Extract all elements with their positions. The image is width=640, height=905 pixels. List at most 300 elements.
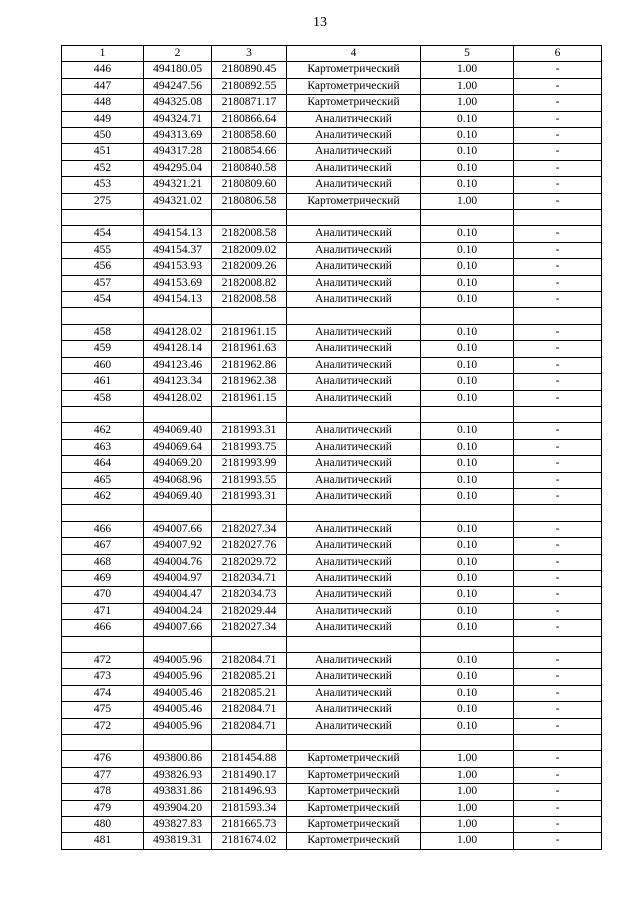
table-cell: 463 (62, 439, 144, 455)
table-row (62, 406, 602, 422)
table-row (62, 620, 602, 636)
table-cell (514, 210, 602, 226)
table-cell: 476 (62, 751, 144, 767)
table-cell: 0.10 (421, 554, 514, 570)
column-header: 5 (421, 46, 514, 62)
table-cell: Картометрический (287, 95, 421, 111)
table-cell (514, 308, 602, 324)
table-cell: 2182029.44 (212, 603, 287, 619)
table-cell: - (514, 538, 602, 554)
table-cell: Аналитический (287, 160, 421, 176)
table-cell (62, 636, 144, 652)
table-cell: - (514, 292, 602, 308)
column-header: 2 (144, 46, 212, 62)
table-cell (287, 406, 421, 422)
table-cell: - (514, 78, 602, 94)
table-cell: 457 (62, 275, 144, 291)
table-cell: 494005.46 (144, 685, 212, 701)
table-cell (514, 734, 602, 750)
table-cell: - (514, 128, 602, 144)
table-cell: Картометрический (287, 784, 421, 800)
table-cell: Картометрический (287, 767, 421, 783)
table-cell: 494180.05 (144, 62, 212, 78)
table-cell: 494007.92 (144, 538, 212, 554)
table-cell: 461 (62, 374, 144, 390)
table-cell: 494154.37 (144, 242, 212, 258)
table-row (62, 751, 602, 767)
table-cell: Аналитический (287, 554, 421, 570)
table-cell: 456 (62, 259, 144, 275)
table-cell (421, 505, 514, 521)
table-cell: 0.10 (421, 259, 514, 275)
table-cell: - (514, 275, 602, 291)
table-cell: 2182027.34 (212, 620, 287, 636)
table-cell: 2180866.64 (212, 111, 287, 127)
table-cell: Аналитический (287, 226, 421, 242)
table-row (62, 324, 602, 340)
table-cell: Аналитический (287, 144, 421, 160)
table-cell: Аналитический (287, 472, 421, 488)
table-cell: 454 (62, 226, 144, 242)
table-cell: 2182085.21 (212, 685, 287, 701)
table-cell: 2182034.71 (212, 570, 287, 586)
table-cell: - (514, 488, 602, 504)
table-cell: 460 (62, 357, 144, 373)
table-row (62, 767, 602, 783)
table-cell: 2180890.45 (212, 62, 287, 78)
table-cell: 494313.69 (144, 128, 212, 144)
table-cell: 464 (62, 456, 144, 472)
table-cell: Картометрический (287, 817, 421, 833)
table-cell (62, 505, 144, 521)
table-cell: 455 (62, 242, 144, 258)
table-cell: 494154.13 (144, 292, 212, 308)
table-cell: Картометрический (287, 78, 421, 94)
table-cell: 494123.46 (144, 357, 212, 373)
table-cell: 1.00 (421, 800, 514, 816)
table-cell: 453 (62, 177, 144, 193)
table-cell: Аналитический (287, 620, 421, 636)
table-cell: 2180892.55 (212, 78, 287, 94)
table-cell: 2180854.66 (212, 144, 287, 160)
table-cell (421, 734, 514, 750)
table-cell: 2181962.86 (212, 357, 287, 373)
table-header-row (62, 46, 602, 62)
table-cell: 473 (62, 669, 144, 685)
table-row (62, 242, 602, 258)
table-row (62, 144, 602, 160)
table-row (62, 652, 602, 668)
table-cell: 275 (62, 193, 144, 209)
table-cell: Аналитический (287, 538, 421, 554)
table-row (62, 62, 602, 78)
table-cell: 494005.96 (144, 669, 212, 685)
table-cell (212, 406, 287, 422)
table-cell: 0.10 (421, 472, 514, 488)
table-row (62, 718, 602, 734)
table-cell: 475 (62, 702, 144, 718)
table-row (62, 439, 602, 455)
table-row (62, 554, 602, 570)
table-cell: 2181993.99 (212, 456, 287, 472)
table-cell: - (514, 160, 602, 176)
table-cell: 0.10 (421, 160, 514, 176)
table-cell: 0.10 (421, 374, 514, 390)
table-cell: Аналитический (287, 390, 421, 406)
table-cell: 2181993.75 (212, 439, 287, 455)
table-row (62, 702, 602, 718)
table-cell (62, 308, 144, 324)
table-row (62, 357, 602, 373)
table-cell: 479 (62, 800, 144, 816)
table-cell (62, 210, 144, 226)
table-cell: 2182085.21 (212, 669, 287, 685)
table-cell: 478 (62, 784, 144, 800)
table-cell: Аналитический (287, 259, 421, 275)
table-cell: 0.10 (421, 669, 514, 685)
table-cell: 494317.28 (144, 144, 212, 160)
table-row (62, 472, 602, 488)
table-cell: - (514, 603, 602, 619)
table-cell: 0.10 (421, 177, 514, 193)
table-cell: 1.00 (421, 78, 514, 94)
table-row (62, 800, 602, 816)
table-row (62, 587, 602, 603)
table-cell: 0.10 (421, 324, 514, 340)
table-cell: 2181454.88 (212, 751, 287, 767)
table-cell: 466 (62, 620, 144, 636)
table-cell: 2181993.55 (212, 472, 287, 488)
table-cell: 2181962.38 (212, 374, 287, 390)
table-cell: Аналитический (287, 292, 421, 308)
table-cell (144, 636, 212, 652)
table-cell: 0.10 (421, 685, 514, 701)
table-cell: - (514, 226, 602, 242)
table-cell: 494007.66 (144, 620, 212, 636)
table-cell: 494321.21 (144, 177, 212, 193)
table-cell: 462 (62, 423, 144, 439)
table-cell: 493831.86 (144, 784, 212, 800)
table-cell: 2180871.17 (212, 95, 287, 111)
table-cell: - (514, 521, 602, 537)
table-row (62, 95, 602, 111)
table-cell: - (514, 111, 602, 127)
table-cell: 494154.13 (144, 226, 212, 242)
column-header: 6 (514, 46, 602, 62)
table-cell: - (514, 702, 602, 718)
table-cell: 1.00 (421, 784, 514, 800)
table-cell: 494128.14 (144, 341, 212, 357)
table-cell: Аналитический (287, 570, 421, 586)
table-cell: Аналитический (287, 374, 421, 390)
table-cell (514, 406, 602, 422)
table-cell: 494004.47 (144, 587, 212, 603)
table-cell: 0.10 (421, 423, 514, 439)
table-cell: 448 (62, 95, 144, 111)
table-row (62, 341, 602, 357)
table-cell: 2180806.58 (212, 193, 287, 209)
table-cell: 494069.20 (144, 456, 212, 472)
table-cell: 468 (62, 554, 144, 570)
table-cell: 2181496.93 (212, 784, 287, 800)
table-cell: 472 (62, 718, 144, 734)
table-row (62, 603, 602, 619)
table-row (62, 456, 602, 472)
table-cell: Картометрический (287, 800, 421, 816)
table-cell: 0.10 (421, 652, 514, 668)
table-cell: 2181961.15 (212, 324, 287, 340)
table-cell: Картометрический (287, 751, 421, 767)
table-row (62, 817, 602, 833)
table-row (62, 210, 602, 226)
table-row (62, 734, 602, 750)
table-cell: Аналитический (287, 456, 421, 472)
table-cell: 2182084.71 (212, 652, 287, 668)
table-row (62, 390, 602, 406)
table-cell: Аналитический (287, 669, 421, 685)
table-cell (212, 636, 287, 652)
table-cell: - (514, 587, 602, 603)
table-cell: 470 (62, 587, 144, 603)
table-cell: 0.10 (421, 521, 514, 537)
table-cell: Аналитический (287, 718, 421, 734)
table-cell: 2182034.73 (212, 587, 287, 603)
table-cell: - (514, 652, 602, 668)
table-cell: Картометрический (287, 62, 421, 78)
table-cell (287, 734, 421, 750)
table-cell: 494005.46 (144, 702, 212, 718)
table-cell: - (514, 751, 602, 767)
table-cell: 472 (62, 652, 144, 668)
table-cell: 467 (62, 538, 144, 554)
table-cell: 494128.02 (144, 390, 212, 406)
table-cell (287, 210, 421, 226)
table-cell: 2182008.82 (212, 275, 287, 291)
table-cell: 494069.64 (144, 439, 212, 455)
table-cell: 2182027.34 (212, 521, 287, 537)
table-cell (212, 308, 287, 324)
table-cell: - (514, 193, 602, 209)
table-cell: Аналитический (287, 128, 421, 144)
table-cell: 494123.34 (144, 374, 212, 390)
table-cell (421, 308, 514, 324)
table-row (62, 111, 602, 127)
table-cell: 2181993.31 (212, 423, 287, 439)
table-cell: - (514, 784, 602, 800)
table-row (62, 193, 602, 209)
table-cell: Аналитический (287, 177, 421, 193)
table-cell: 494007.66 (144, 521, 212, 537)
column-header: 4 (287, 46, 421, 62)
table-cell: 2182009.02 (212, 242, 287, 258)
table-cell: 465 (62, 472, 144, 488)
table-cell: 0.10 (421, 718, 514, 734)
table-row (62, 259, 602, 275)
table-cell: 0.10 (421, 292, 514, 308)
table-cell: Аналитический (287, 341, 421, 357)
table-cell (514, 636, 602, 652)
table-cell: 446 (62, 62, 144, 78)
table-cell: 2181665.73 (212, 817, 287, 833)
table-cell: 471 (62, 603, 144, 619)
table-cell: 0.10 (421, 620, 514, 636)
table-cell: 2182009.26 (212, 259, 287, 275)
table-cell (421, 210, 514, 226)
table-cell: 493827.83 (144, 817, 212, 833)
table-cell: - (514, 390, 602, 406)
table-cell: 2182029.72 (212, 554, 287, 570)
table-cell: 0.10 (421, 702, 514, 718)
table-row (62, 177, 602, 193)
table-cell: Аналитический (287, 439, 421, 455)
table-cell: 450 (62, 128, 144, 144)
table-cell: - (514, 554, 602, 570)
table-row (62, 292, 602, 308)
table-cell: 1.00 (421, 62, 514, 78)
table-cell: - (514, 324, 602, 340)
table-cell (212, 210, 287, 226)
table-cell: 494325.08 (144, 95, 212, 111)
table-cell (144, 406, 212, 422)
table-cell: 459 (62, 341, 144, 357)
table-cell: 462 (62, 488, 144, 504)
table-cell (421, 406, 514, 422)
table-cell: 2182084.71 (212, 718, 287, 734)
table-row (62, 275, 602, 291)
table-cell (421, 636, 514, 652)
table-cell: 481 (62, 833, 144, 849)
table-cell: - (514, 570, 602, 586)
table-cell: 0.10 (421, 341, 514, 357)
table-cell: 494004.76 (144, 554, 212, 570)
table-cell: Аналитический (287, 587, 421, 603)
table-cell: Аналитический (287, 357, 421, 373)
column-header: 1 (62, 46, 144, 62)
table-row (62, 685, 602, 701)
table-cell: 2180840.58 (212, 160, 287, 176)
table-cell: - (514, 242, 602, 258)
table-cell: 494247.56 (144, 78, 212, 94)
table-row (62, 570, 602, 586)
table-cell (62, 734, 144, 750)
table-cell (287, 308, 421, 324)
table-cell: 494004.97 (144, 570, 212, 586)
table-cell: 2182008.58 (212, 292, 287, 308)
table-row (62, 78, 602, 94)
table-row (62, 636, 602, 652)
table-cell: 0.10 (421, 538, 514, 554)
table-cell: - (514, 817, 602, 833)
table-cell: Аналитический (287, 275, 421, 291)
table-cell: 447 (62, 78, 144, 94)
table-cell: 0.10 (421, 111, 514, 127)
table-cell: 452 (62, 160, 144, 176)
table-cell: 474 (62, 685, 144, 701)
table-cell: 0.10 (421, 570, 514, 586)
table-row (62, 521, 602, 537)
table-cell (144, 734, 212, 750)
table-row (62, 160, 602, 176)
table-cell: 0.10 (421, 275, 514, 291)
table-cell: - (514, 357, 602, 373)
table-cell (514, 505, 602, 521)
table-cell: 2182027.76 (212, 538, 287, 554)
table-cell: 0.10 (421, 587, 514, 603)
table-cell (144, 308, 212, 324)
table-cell: - (514, 95, 602, 111)
table-cell: 494069.40 (144, 488, 212, 504)
table-cell: - (514, 620, 602, 636)
table-cell: 0.10 (421, 488, 514, 504)
table-row (62, 423, 602, 439)
table-cell: Аналитический (287, 603, 421, 619)
table-cell: 494321.02 (144, 193, 212, 209)
table-body (62, 62, 602, 849)
table-cell: 1.00 (421, 751, 514, 767)
table-row (62, 128, 602, 144)
table-cell (62, 406, 144, 422)
table-cell: 2182008.58 (212, 226, 287, 242)
table-cell: 494069.40 (144, 423, 212, 439)
table-row (62, 538, 602, 554)
table-row (62, 784, 602, 800)
table-row (62, 308, 602, 324)
table-cell: 0.10 (421, 242, 514, 258)
table-cell: 493800.86 (144, 751, 212, 767)
table-cell: 2181674.02 (212, 833, 287, 849)
table-cell: 466 (62, 521, 144, 537)
table-cell: 2180858.60 (212, 128, 287, 144)
table-cell: - (514, 177, 602, 193)
table-cell: 0.10 (421, 439, 514, 455)
table-cell: - (514, 341, 602, 357)
table-cell: Аналитический (287, 488, 421, 504)
table-cell: 1.00 (421, 95, 514, 111)
table-cell: 0.10 (421, 128, 514, 144)
table-cell: 2181490.17 (212, 767, 287, 783)
table-cell: 477 (62, 767, 144, 783)
table-cell: 494004.24 (144, 603, 212, 619)
table-cell: 494005.96 (144, 652, 212, 668)
table-cell: 1.00 (421, 767, 514, 783)
table-cell: 2180809.60 (212, 177, 287, 193)
table-cell: - (514, 423, 602, 439)
table-cell (287, 505, 421, 521)
table-cell: Аналитический (287, 521, 421, 537)
table-cell: Аналитический (287, 324, 421, 340)
table-cell: Аналитический (287, 423, 421, 439)
table-cell: 454 (62, 292, 144, 308)
table-cell: 480 (62, 817, 144, 833)
table-cell: 0.10 (421, 357, 514, 373)
table-row (62, 374, 602, 390)
coordinates-table (61, 45, 602, 850)
table-cell: 458 (62, 390, 144, 406)
table-cell: 494153.93 (144, 259, 212, 275)
table-cell: 458 (62, 324, 144, 340)
table-row (62, 833, 602, 849)
table-cell: 0.10 (421, 144, 514, 160)
table-row (62, 226, 602, 242)
table-cell: 494295.04 (144, 160, 212, 176)
table-cell: Аналитический (287, 702, 421, 718)
table-cell: 493904.20 (144, 800, 212, 816)
table-cell: 494128.02 (144, 324, 212, 340)
table-cell: 1.00 (421, 193, 514, 209)
table-cell: 493819.31 (144, 833, 212, 849)
table-row (62, 505, 602, 521)
table-cell: Картометрический (287, 193, 421, 209)
